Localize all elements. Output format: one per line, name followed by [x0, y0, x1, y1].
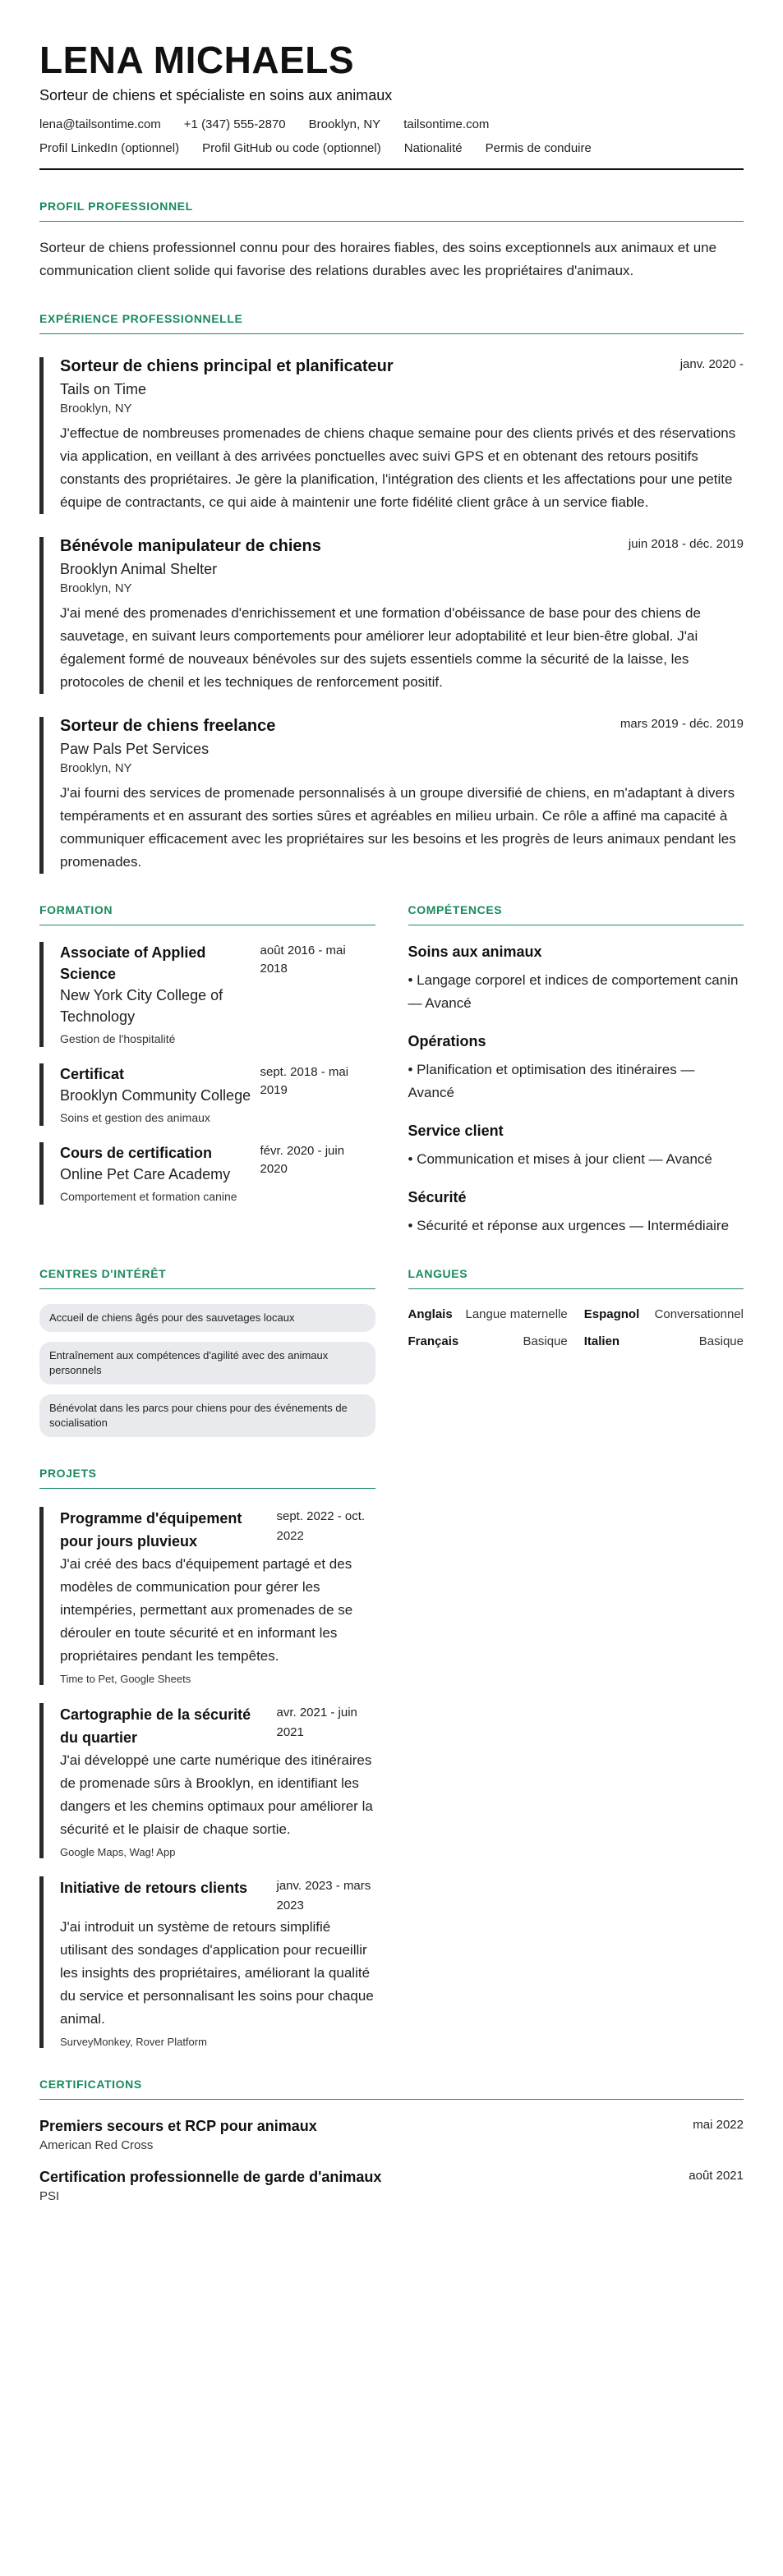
- interest-tag: Bénévolat dans les parcs pour chiens pour des événements de socialisation: [39, 1394, 375, 1437]
- job-date: janv. 2020 -: [679, 357, 744, 371]
- cert-date: août 2021: [689, 2169, 744, 2183]
- project-description: J'ai créé des bacs d'équipement partagé et des modèles de communication pour gérer les intempéries, permettant aux promenades de se dérouler en toute sécurité et en informant les propriétaires pendant les tempêtes.: [60, 1556, 353, 1664]
- cert-date: mai 2022: [693, 2118, 744, 2132]
- contact-website[interactable]: tailsontime.com: [403, 117, 490, 131]
- skill-item: • Sécurité et réponse aux urgences — Intermédiaire: [408, 1218, 730, 1233]
- language-item: [584, 1307, 744, 1321]
- summary-section: [39, 200, 744, 282]
- project-title: Initiative de retours clients: [60, 1880, 248, 1896]
- interest-tag: Accueil de chiens âgés pour des sauvetages locaux: [39, 1304, 375, 1332]
- driving-license: Permis de conduire: [485, 141, 592, 155]
- contact-phone[interactable]: +1 (347) 555-2870: [183, 117, 286, 131]
- section-title: PROJETS: [39, 1467, 375, 1489]
- projects-spacer: [408, 1437, 744, 2048]
- education-item: [39, 1142, 375, 1205]
- education-section: [39, 903, 375, 1237]
- cert-name: Certification professionnelle de garde d'animaux: [39, 2169, 382, 2185]
- interests-languages-row: [39, 1237, 744, 1437]
- language-name: Italien: [583, 1334, 620, 1348]
- skill-group: [408, 1189, 744, 1237]
- skill-category: Service client: [408, 1123, 504, 1139]
- language-item: [408, 1334, 568, 1348]
- header-divider: [39, 168, 744, 170]
- job-location: Brooklyn, NY: [60, 402, 132, 416]
- edu-school: Brooklyn Community College: [60, 1087, 251, 1104]
- skill-group: [408, 1033, 744, 1104]
- education-item: [39, 942, 375, 1047]
- language-name: Anglais: [408, 1307, 453, 1321]
- certification-item: [39, 2169, 744, 2203]
- candidate-name: LENA MICHAELS: [39, 39, 355, 81]
- job-location: Brooklyn, NY: [60, 761, 132, 775]
- job-title: Sorteur de chiens freelance: [60, 717, 276, 735]
- job-description: J'effectue de nombreuses promenades de chiens chaque semaine pour des clients privés et des réservations via application, en veillant à des arrivées ponctuelles avec suivi GPS et en obtenant des retours positifs constants des propriétaires. Je gère la planification, l'intégration des clients et les affectations pour une petite équipe de contractants, ce qui aide à maintenir une forte fidélité client grâce à un service fiable.: [60, 425, 736, 510]
- cert-issuer: PSI: [39, 2189, 60, 2203]
- skill-group: [408, 1123, 744, 1171]
- certification-item: [39, 2118, 744, 2152]
- language-list: [408, 1307, 744, 1348]
- edu-school: New York City College of Technology: [60, 987, 223, 1025]
- language-level: Langue maternelle: [465, 1307, 568, 1321]
- language-name: Espagnol: [583, 1307, 640, 1321]
- job-location: Brooklyn, NY: [60, 581, 132, 595]
- edu-degree: Certificat: [60, 1066, 125, 1082]
- section-title: EXPÉRIENCE PROFESSIONNELLE: [39, 312, 744, 334]
- edu-degree: Cours de certification: [60, 1145, 213, 1161]
- certifications-section: [39, 2078, 744, 2203]
- project-title: Cartographie de la sécurité du quartier: [60, 1706, 251, 1746]
- section-title: LANGUES: [408, 1267, 744, 1289]
- edu-school: Online Pet Care Academy: [60, 1166, 231, 1182]
- skills-section: [408, 903, 744, 1237]
- interest-list: [39, 1304, 375, 1437]
- edu-date: août 2016 - mai 2018: [260, 944, 346, 976]
- section-title: FORMATION: [39, 903, 375, 925]
- projects-section: [39, 1467, 375, 2048]
- edu-field: Comportement et formation canine: [60, 1190, 237, 1203]
- cert-name: Premiers secours et RCP pour animaux: [39, 2118, 317, 2134]
- job-description: J'ai fourni des services de promenade personnalisés à un groupe diversifié de chiens, en m'adaptant à divers tempéraments et en assurant des sorties sûres et agréables en milieu urbain. Ce rôle a affiné ma capacité à communiquer efficacement avec les propriétaires sur les besoins et les progrès de leurs animaux pendant les promenades.: [60, 785, 736, 870]
- job-date: juin 2018 - déc. 2019: [628, 537, 744, 551]
- cert-issuer: American Red Cross: [39, 2138, 154, 2152]
- contact-location: Brooklyn, NY: [308, 117, 381, 131]
- language-item: [408, 1307, 568, 1321]
- job-title: Sorteur de chiens principal et planificateur: [60, 357, 394, 375]
- project-item: [39, 1876, 375, 2048]
- skill-group: [408, 944, 744, 1015]
- edu-field: Soins et gestion des animaux: [60, 1111, 210, 1124]
- contact-info: [39, 117, 744, 131]
- job-title: Bénévole manipulateur de chiens: [60, 537, 321, 555]
- section-title: COMPÉTENCES: [408, 903, 744, 925]
- language-name: Français: [408, 1334, 459, 1348]
- education-item: [39, 1063, 375, 1126]
- edu-date: févr. 2020 - juin 2020: [260, 1144, 345, 1176]
- skill-category: Opérations: [408, 1033, 486, 1049]
- language-item: [584, 1334, 744, 1348]
- project-tech: SurveyMonkey, Rover Platform: [60, 2036, 207, 2048]
- skill-category: Soins aux animaux: [408, 944, 542, 960]
- job-company: Paw Pals Pet Services: [60, 741, 210, 757]
- projects-row: [39, 1437, 744, 2048]
- skill-item: • Langage corporel et indices de comportement canin — Avancé: [408, 972, 739, 1011]
- project-date: sept. 2022 - oct. 2022: [276, 1509, 366, 1543]
- candidate-headline: Sorteur de chiens et spécialiste en soins aux animaux: [39, 87, 393, 103]
- skill-category: Sécurité: [408, 1189, 467, 1205]
- language-level: Basique: [698, 1334, 744, 1348]
- experience-item: [39, 357, 744, 514]
- experience-section: [39, 312, 744, 874]
- project-date: janv. 2023 - mars 2023: [276, 1879, 371, 1912]
- link-github[interactable]: Profil GitHub ou code (optionnel): [202, 141, 381, 155]
- project-tech: Time to Pet, Google Sheets: [60, 1673, 191, 1685]
- experience-item: [39, 537, 744, 694]
- section-title: PROFIL PROFESSIONNEL: [39, 200, 744, 222]
- skill-item: • Communication et mises à jour client — Avancé: [408, 1151, 712, 1167]
- project-item: [39, 1703, 375, 1858]
- nationality: Nationalité: [403, 141, 463, 155]
- project-item: [39, 1507, 375, 1685]
- experience-item: [39, 717, 744, 874]
- link-linkedin[interactable]: Profil LinkedIn (optionnel): [39, 141, 180, 155]
- job-company: Brooklyn Animal Shelter: [60, 561, 218, 577]
- profile-links: [39, 141, 744, 155]
- job-company: Tails on Time: [60, 381, 147, 397]
- edu-field: Gestion de l'hospitalité: [60, 1032, 176, 1045]
- interests-section: [39, 1267, 375, 1437]
- contact-email[interactable]: lena@tailsontime.com: [39, 117, 161, 131]
- job-description: J'ai mené des promenades d'enrichissement et une formation d'obéissance de base pour des chiens de sauvetage, en suivant leurs comportements pour améliorer leur adoptabilité et leur bien-être global. J'ai également formé de nouveaux bénévoles sur des sujets essentiels comme la sécurité de la laisse, les protocoles de chenil et les techniques de renforcement positif.: [60, 605, 701, 690]
- project-description: J'ai développé une carte numérique des itinéraires de promenade sûrs à Brooklyn, en identifiant les dangers et les chemins optimaux pour améliorer la sécurité et le plaisir de chaque sortie.: [60, 1752, 373, 1837]
- education-skills-row: [39, 874, 744, 1237]
- interest-tag: Entraînement aux compétences d'agilité avec des animaux personnels: [39, 1342, 375, 1384]
- section-title: CENTRES D'INTÉRÊT: [39, 1267, 375, 1289]
- resume-header: [39, 38, 744, 170]
- summary-text: Sorteur de chiens professionnel connu pour des horaires fiables, des soins exceptionnels aux animaux et une communication client solide qui favorise des relations durables avec les propriétaires d'animaux.: [39, 240, 717, 278]
- edu-date: sept. 2018 - mai 2019: [260, 1065, 349, 1097]
- project-description: J'ai introduit un système de retours simplifié utilisant des sondages d'application pour recueillir les insights des propriétaires, améliorant la qualité du service et personnalisant les soins pour chaque animal.: [60, 1919, 374, 2027]
- project-date: avr. 2021 - juin 2021: [276, 1706, 357, 1739]
- language-level: Conversationnel: [654, 1307, 744, 1321]
- project-title: Programme d'équipement pour jours pluvieux: [60, 1510, 242, 1550]
- certification-list: [39, 2118, 744, 2203]
- language-level: Basique: [523, 1334, 568, 1348]
- languages-section: [408, 1267, 744, 1437]
- section-title: CERTIFICATIONS: [39, 2078, 744, 2100]
- project-tech: Google Maps, Wag! App: [60, 1846, 176, 1858]
- job-date: mars 2019 - déc. 2019: [619, 717, 744, 731]
- edu-degree: Associate of Applied Science: [60, 944, 206, 982]
- skill-item: • Planification et optimisation des itinéraires — Avancé: [408, 1062, 695, 1100]
